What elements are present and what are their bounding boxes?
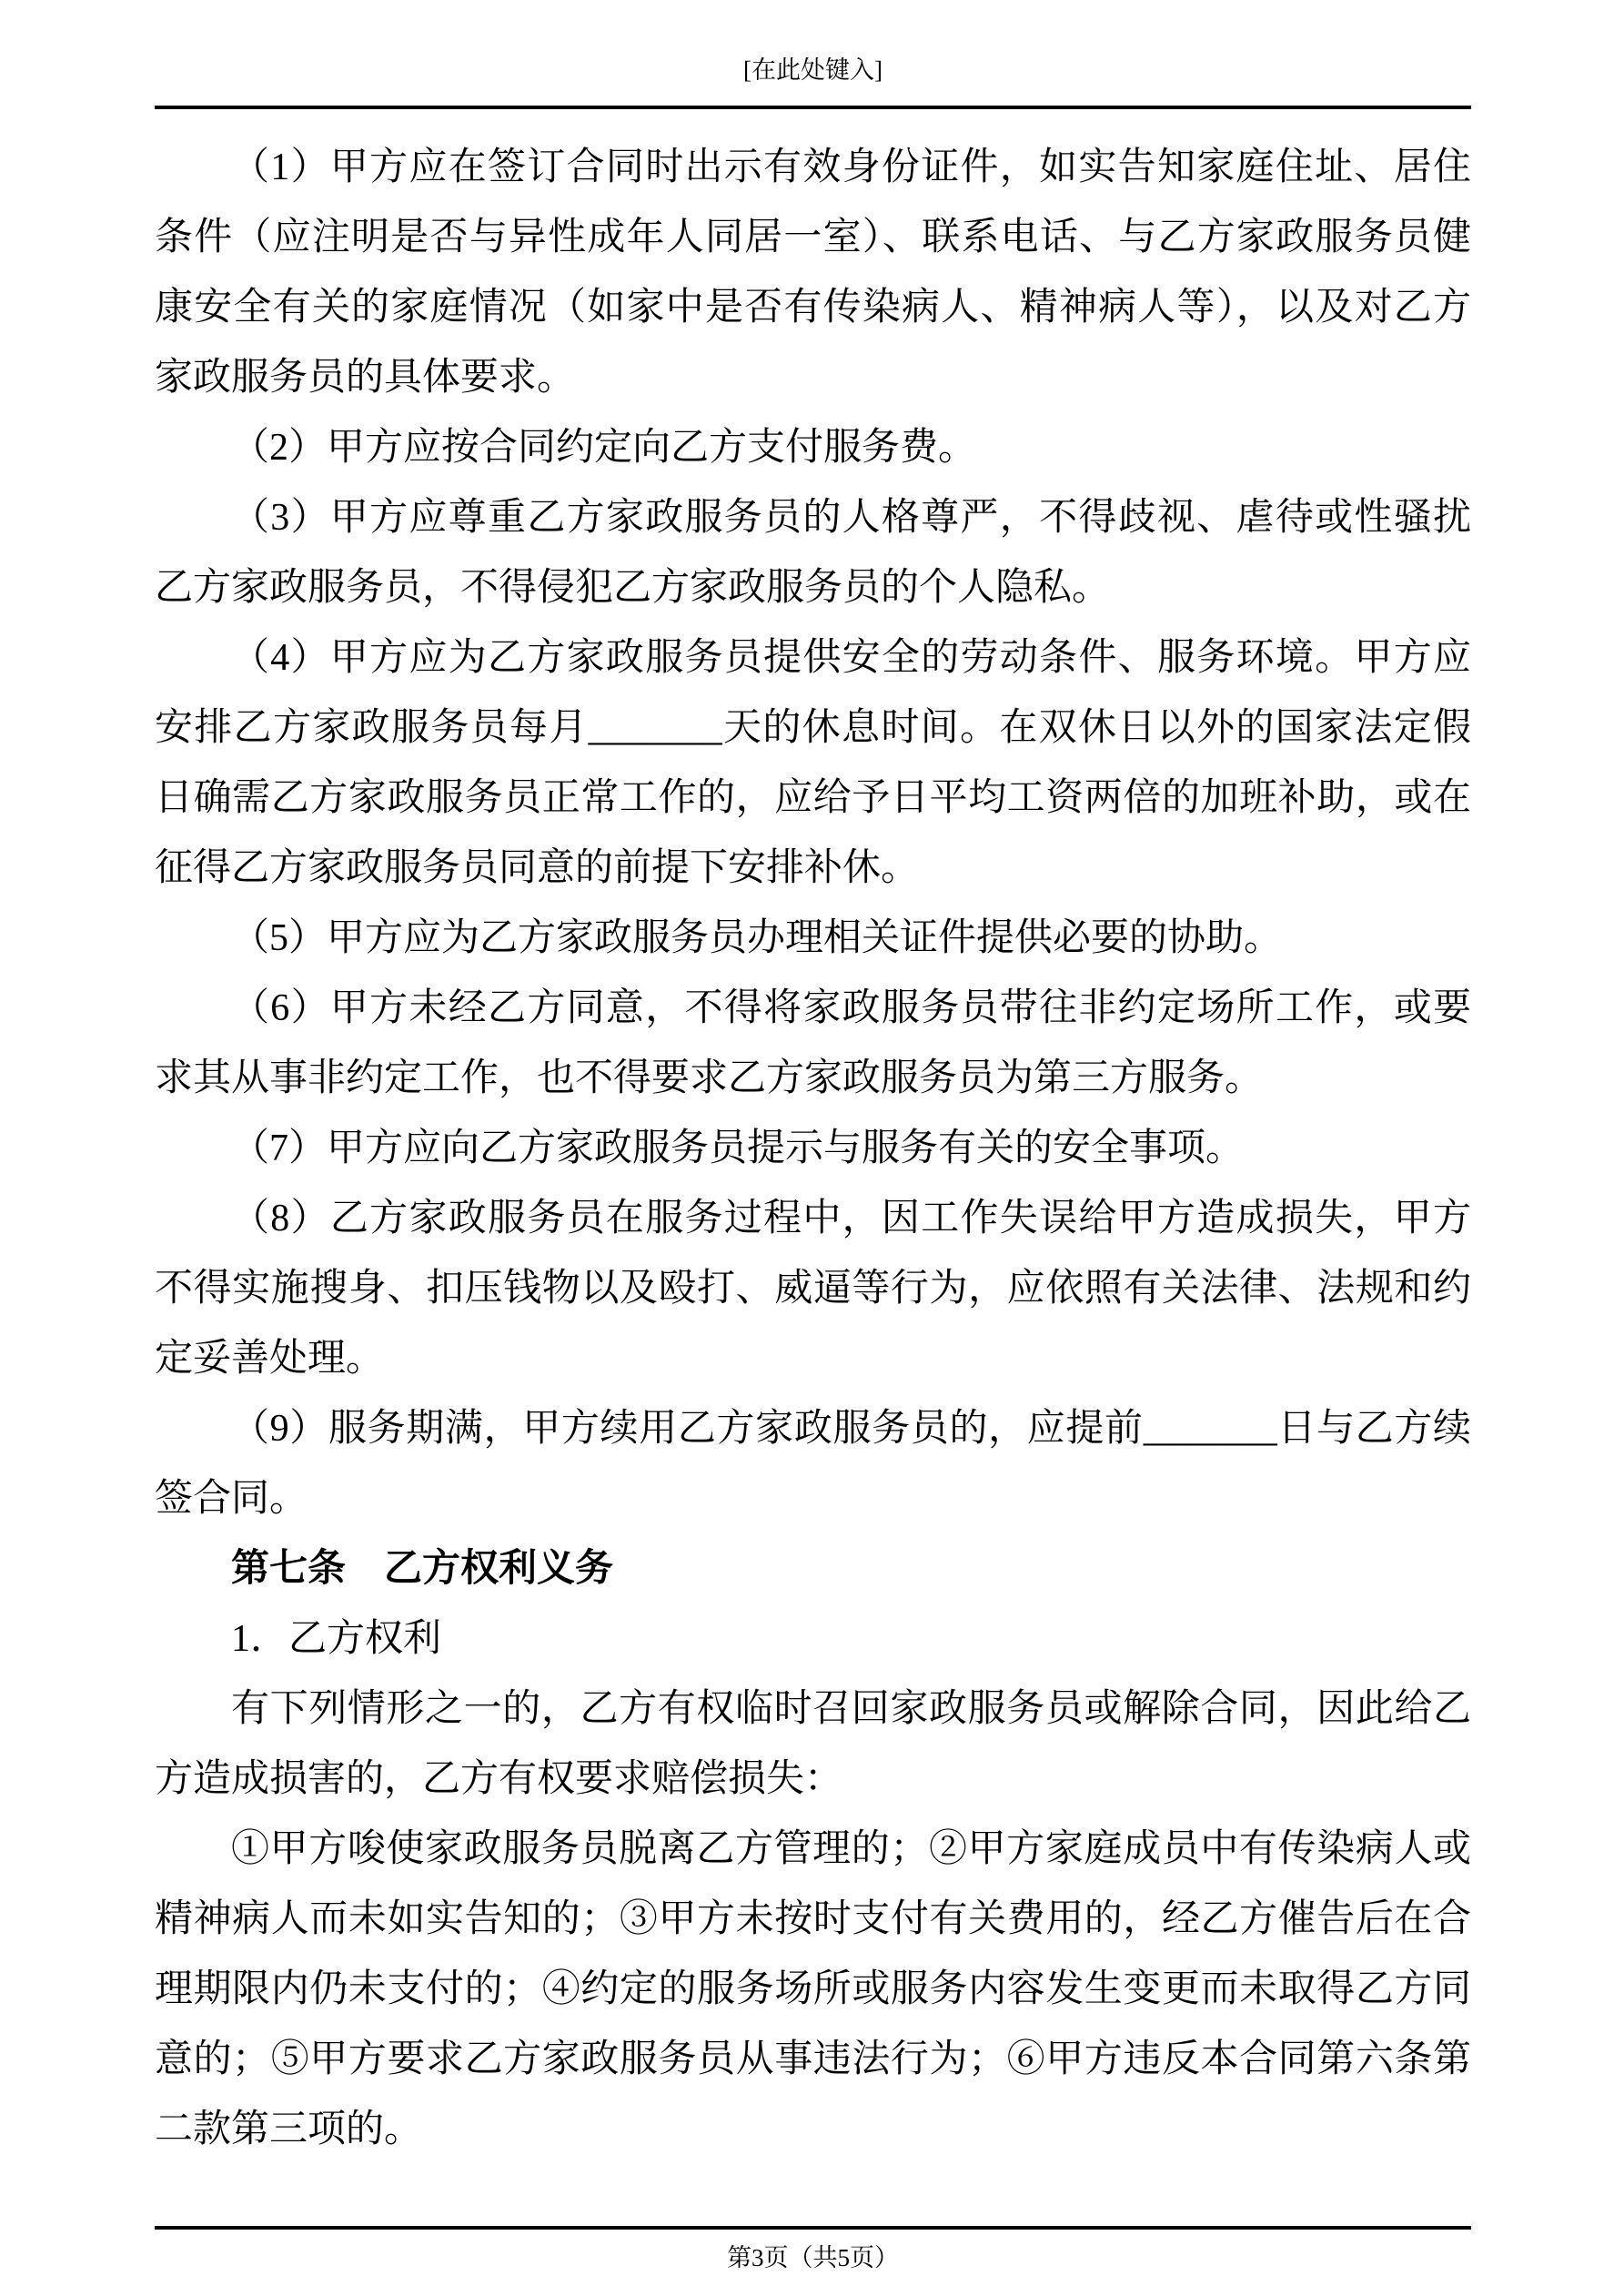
paragraph-clause-5: （5）甲方应为乙方家政服务员办理相关证件提供必要的协助。 — [231, 917, 1283, 959]
paragraph-clause-2: （2）甲方应按合同约定向乙方支付服务费。 — [231, 427, 977, 469]
page-number: 第3页（共5页） — [727, 2244, 899, 2271]
paragraph-rights-intro: 有下列情形之一的，乙方有权临时召回家政服务员或解除合同，因此给乙方造成损害的，乙方有权要求赔偿损失： — [155, 1688, 1471, 1800]
subsection-heading-party-b-rights: 1．乙方权利 — [231, 1618, 442, 1660]
paragraph-clause-3: （3）甲方应尊重乙方家政服务员的人格尊严，不得歧视、虐待或性骚扰乙方家政服务员，不得侵犯乙方家政服务员的个人隐私。 — [155, 497, 1471, 609]
paragraph-clause-1: （1）甲方应在签订合同时出示有效身份证件，如实告知家庭住址、居住条件（应注明是否与异性成年人同居一室）、联系电话、与乙方家政服务员健康安全有关的家庭情况（如家中是否有传染病人、精神病人等），以及对乙方家政服务员的具体要求。 — [155, 147, 1471, 399]
section-heading-article-7: 第七条 乙方权利义务 — [231, 1548, 614, 1590]
header-text: [在此处键入] — [743, 56, 883, 84]
page-footer — [155, 2226, 1471, 2271]
paragraph-clause-7: （7）甲方应向乙方家政服务员提示与服务有关的安全事项。 — [231, 1128, 1245, 1169]
document-body — [155, 133, 1471, 2165]
paragraph-clause-8: （8）乙方家政服务员在服务过程中，因工作失误给甲方造成损失，甲方不得实施搜身、扣压钱物以及殴打、威逼等行为，应依照有关法律、法规和约定妥善处理。 — [155, 1198, 1471, 1380]
paragraph-clause-6: （6）甲方未经乙方同意，不得将家政服务员带往非约定场所工作，或要求其从事非约定工作，也不得要求乙方家政服务员为第三方服务。 — [155, 987, 1471, 1099]
page-header — [155, 56, 1471, 109]
paragraph-rights-enumeration: ①甲方唆使家政服务员脱离乙方管理的；②甲方家庭成员中有传染病人或精神病人而未如实告知的；③甲方未按时支付有关费用的，经乙方催告后在合理期限内仍未支付的；④约定的服务场所或服务内容发生变更而未取得乙方同意的；⑤甲方要求乙方家政服务员从事违法行为；⑥甲方违反本合同第六条第二款第三项的。 — [155, 1828, 1471, 2150]
paragraph-clause-4: （4）甲方应为乙方家政服务员提供安全的劳动条件、服务环境。甲方应安排乙方家政服务员每月_______天的休息时间。在双休日以外的国家法定假日确需乙方家政服务员正常工作的，应给予日平均工资两倍的加班补助，或在征得乙方家政服务员同意的前提下安排补休。 — [155, 637, 1471, 889]
paragraph-clause-9: （9）服务期满，甲方续用乙方家政服务员的，应提前_______日与乙方续签合同。 — [155, 1408, 1471, 1520]
